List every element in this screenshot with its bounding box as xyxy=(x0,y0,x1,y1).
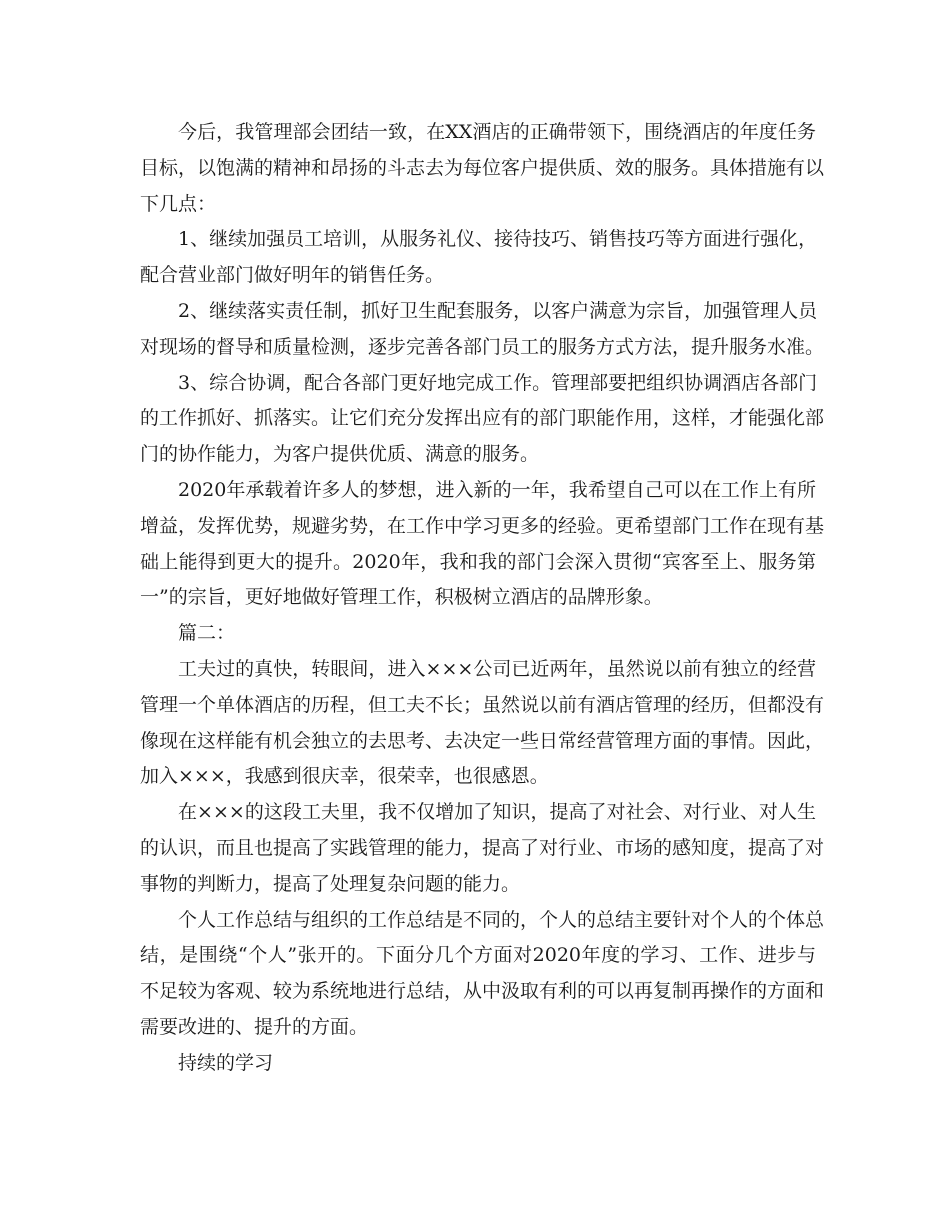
text-line: 门的协作能力，为客户提供优质、满意的服务。 xyxy=(140,443,540,466)
text-line: 管理一个单体酒店的历程，但工夫不长；虽然说以前有酒店管理的经历，但都没有 xyxy=(140,693,825,716)
text-line: 工夫过的真快，转眼间，进入×××公司已近两年，虽然说以前有独立的经营 xyxy=(178,657,816,680)
text-line: 2、继续落实责任制，抓好卫生配套服务，以客户满意为宗旨，加强管理人员 xyxy=(178,299,818,322)
text-line: 不足较为客观、较为系统地进行总结，从中汲取有利的可以再复制再操作的方面和 xyxy=(140,980,825,1003)
text-line: 的认识，而且也提高了实践管理的能力，提高了对行业、市场的感知度，提高了对 xyxy=(140,836,825,859)
document-page xyxy=(140,115,825,1082)
text-line: 事物的判断力，提高了处理复杂问题的能力。 xyxy=(140,872,521,895)
text-line: 下几点： xyxy=(140,192,217,215)
text-line: 2020年承载着许多人的梦想，进入新的一年，我希望自己可以在工作上有所 xyxy=(178,478,816,501)
text-line: 础上能得到更大的提升。2020年，我和我的部门会深入贯彻“宾客至上、服务第 xyxy=(140,550,816,573)
text-line: 今后，我管理部会团结一致，在XX酒店的正确带领下，围绕酒店的年度任务 xyxy=(178,121,816,143)
text-line: 加入×××，我感到很庆幸，很荣幸，也很感恩。 xyxy=(140,765,549,788)
text-line: 需要改进的、提升的方面。 xyxy=(140,1015,369,1038)
text-line: 增益，发挥优势，规避劣势，在工作中学习更多的经验。更希望部门工作在现有基 xyxy=(140,514,825,537)
text-line: 配合营业部门做好明年的销售任务。 xyxy=(140,264,445,287)
text-line: 对现场的督导和质量检测，逐步完善各部门员工的服务方式方法，提升服务水准。 xyxy=(140,335,825,358)
text-line: 一”的宗旨，更好地做好管理工作，积极树立酒店的品牌形象。 xyxy=(140,586,663,609)
text-line: 的工作抓好、抓落实。让它们充分发挥出应有的部门职能作用，这样，才能强化部 xyxy=(140,407,825,430)
text-line: 3、综合协调，配合各部门更好地完成工作。管理部要把组织协调酒店各部门 xyxy=(178,371,818,394)
text-line: 个人工作总结与组织的工作总结是不同的，个人的总结主要针对个人的个体总 xyxy=(178,908,825,931)
text-line: 像现在这样能有机会独立的去思考、去决定一些日常经营管理方面的事情。因此， xyxy=(140,729,825,752)
text-line: 结，是围绕“个人”张开的。下面分几个方面对2020年度的学习、工作、进步与 xyxy=(140,944,816,967)
text-line: 持续的学习 xyxy=(178,1051,274,1074)
text-line: 1、继续加强员工培训，从服务礼仪、接待技巧、销售技巧等方面进行强化， xyxy=(178,228,818,251)
text-line: 在×××的这段工夫里，我不仅增加了知识，提高了对社会、对行业、对人生 xyxy=(178,801,816,824)
text-line: 目标，以饱满的精神和昂扬的斗志去为每位客户提供质、效的服务。具体措施有以 xyxy=(140,156,825,179)
text-line: 篇二： xyxy=(178,622,236,645)
